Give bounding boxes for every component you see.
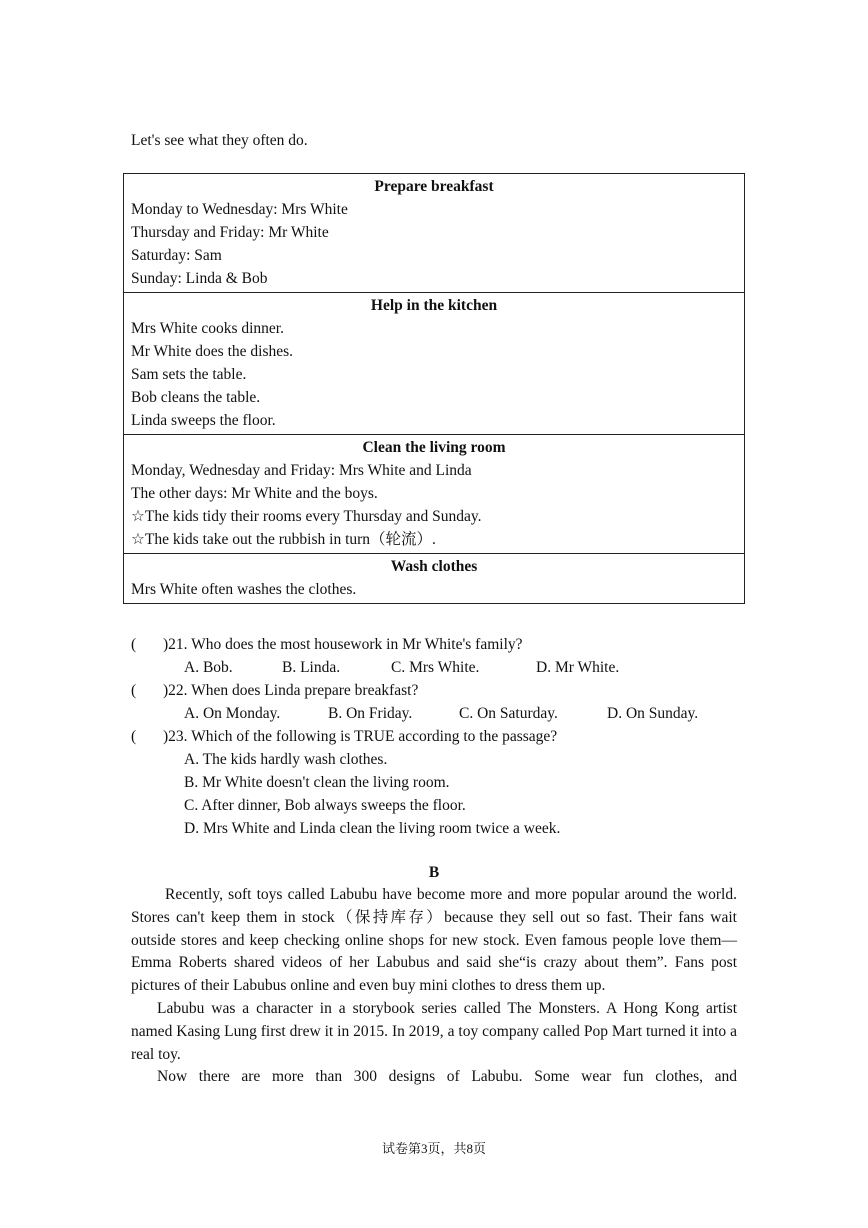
schedule-line: Monday to Wednesday: Mrs White: [131, 201, 348, 218]
option: D. Mr White.: [536, 659, 620, 676]
schedule-line: Mrs White often washes the clothes.: [131, 581, 357, 598]
intro-text: Let's see what they often do.: [131, 132, 308, 149]
question-21: [131, 633, 751, 656]
section-title: Clean the living room: [362, 439, 506, 456]
schedule-section-living-room: [124, 434, 744, 553]
option: B. Linda.: [282, 659, 341, 676]
option: C. On Saturday.: [459, 705, 558, 722]
schedule-line: Bob cleans the table.: [131, 389, 261, 406]
schedule-line: ☆The kids take out the rubbish in turn（轮流）.: [131, 531, 436, 548]
question-21-options: [131, 656, 751, 679]
option: A. The kids hardly wash clothes.: [184, 751, 388, 768]
option: D. Mrs White and Linda clean the living room twice a week.: [184, 820, 561, 837]
question-text: )22. When does Linda prepare breakfast?: [163, 682, 419, 699]
question-22-options: [131, 702, 751, 725]
housework-schedule-table: [123, 173, 745, 604]
schedule-line: Sam sets the table.: [131, 366, 247, 383]
schedule-line: Monday, Wednesday and Friday: Mrs White and Linda: [131, 462, 472, 479]
option: C. Mrs White.: [391, 659, 480, 676]
reading-passage: [131, 884, 737, 1089]
schedule-line: Thursday and Friday: Mr White: [131, 224, 329, 241]
question-23: [131, 725, 751, 748]
section-title: Prepare breakfast: [374, 178, 494, 195]
section-title: Wash clothes: [390, 558, 478, 575]
schedule-section-kitchen: [124, 292, 744, 434]
schedule-line: Sunday: Linda & Bob: [131, 270, 268, 287]
question-22: [131, 679, 751, 702]
schedule-line: Saturday: Sam: [131, 247, 222, 264]
schedule-section-wash-clothes: [124, 553, 744, 603]
question-text: )23. Which of the following is TRUE according to the passage?: [163, 728, 558, 745]
questions-block: [131, 633, 751, 840]
schedule-line: Mr White does the dishes.: [131, 343, 294, 360]
schedule-line: ☆The kids tidy their rooms every Thursday and Sunday.: [131, 508, 482, 525]
answer-blank[interactable]: (: [131, 682, 137, 699]
schedule-line: Linda sweeps the floor.: [131, 412, 276, 429]
passage-paragraph: Labubu was a character in a storybook series called The Monsters. A Hong Kong artist named Kasing Lung first drew it in 2015. In 2019, a toy company called Pop Mart turned it into a real toy.: [131, 999, 737, 1063]
answer-blank[interactable]: (: [131, 636, 137, 653]
passage-paragraph: Recently, soft toys called Labubu have become more and more popular around the world. Stores can't keep them in stock（保持库存）because they sell out so fast. Their fans wait outside stores and keep checking online shops for new stock. Even famous people love them— Emma Roberts shared videos of her Labubus and said she“is crazy about them”. Fans post pictures of their Labubus online and even buy mini clothes to dress them up.: [131, 886, 737, 995]
section-title: Help in the kitchen: [370, 297, 498, 314]
option: B. Mr White doesn't clean the living room.: [184, 774, 450, 791]
option: C. After dinner, Bob always sweeps the floor.: [184, 797, 466, 814]
option: A. Bob.: [184, 659, 233, 676]
passage-paragraph: Now there are more than 300 designs of Labubu. Some wear fun clothes, and: [157, 1068, 737, 1086]
option: A. On Monday.: [184, 705, 281, 722]
schedule-line: Mrs White cooks dinner.: [131, 320, 284, 337]
schedule-line: The other days: Mr White and the boys.: [131, 485, 378, 502]
option: D. On Sunday.: [607, 705, 699, 722]
answer-blank[interactable]: (: [131, 728, 137, 745]
question-23-options: [131, 748, 751, 840]
page-footer: 试卷第3页，共8页: [381, 1141, 486, 1156]
schedule-section-breakfast: [124, 174, 744, 292]
section-heading-b: B: [428, 864, 440, 881]
question-text: )21. Who does the most housework in Mr White's family?: [163, 636, 523, 653]
option: B. On Friday.: [328, 705, 413, 722]
